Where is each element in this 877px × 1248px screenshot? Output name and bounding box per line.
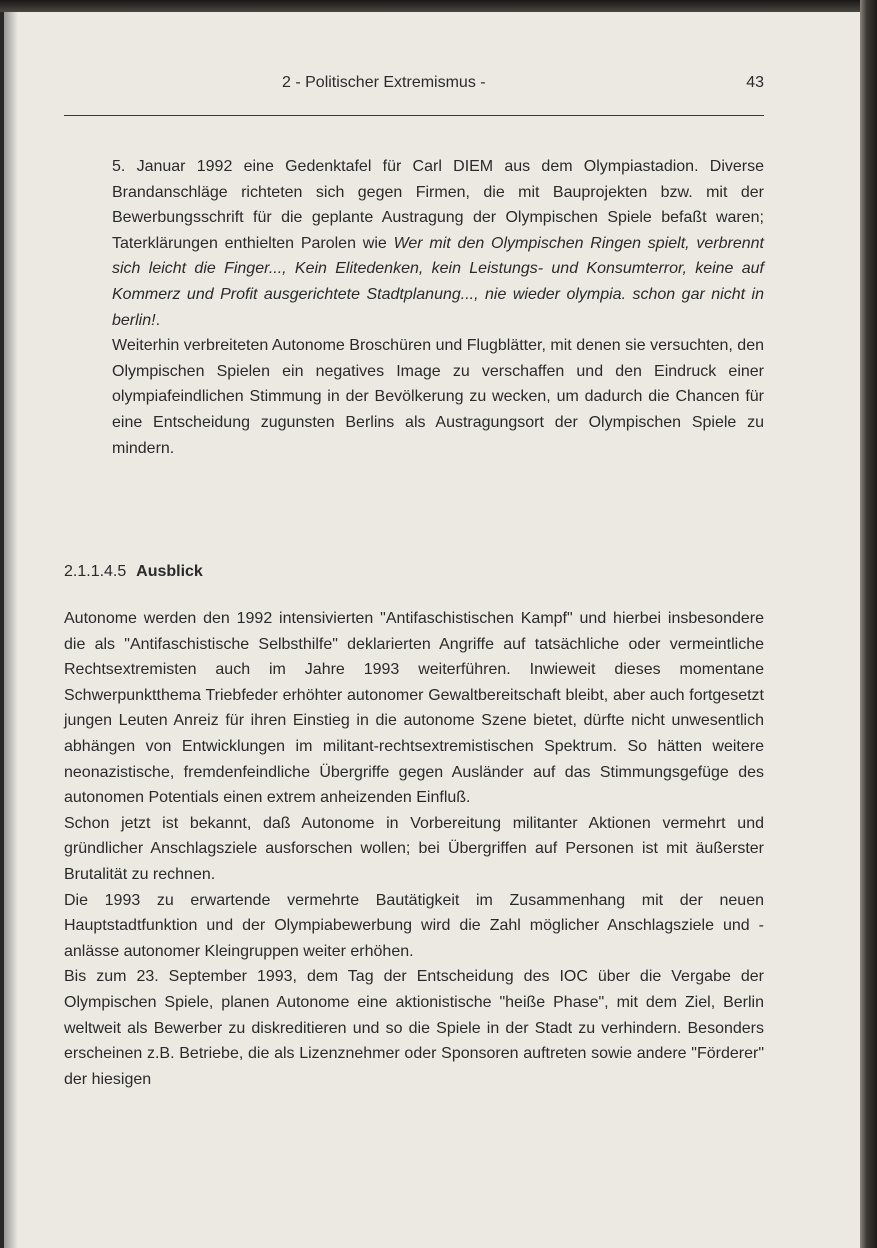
running-header [64,74,764,100]
paragraph: Weiterhin verbreiteten Autonome Broschüren und Flugblätter, mit denen sie versuchten, den Olympischen Spielen ein negatives Image zu verschaffen und den Eindruck einer olympiafeindlichen Stimmung in der Bevölkerung zu wecken, um dadurch die Chancen für eine Entscheidung zugunsten Berlins als Austragungsort der Olympischen Spiele zu mindern. [112,337,764,457]
paragraph: Die 1993 zu erwartende vermehrte Bautätigkeit im Zusammenhang mit der neuen Hauptstadtfunktion und der Olympiabewerbung wird die Zahl möglicher Anschlagsziele und -anlässe autonomer Kleingruppen weiter erhöhen. [64,891,764,960]
page-number: 43 [746,74,764,91]
document-page [4,12,860,1248]
body-text-block [64,606,764,1092]
indented-text-block [112,154,764,461]
section-title: Ausblick [136,563,203,580]
paragraph-text: 5. Januar 1992 eine Gedenktafel für Carl DIEM aus dem Olympiastadion. Diverse Brandanschläge richteten sich gegen Firmen, die mit Bauprojekten bzw. mit der Bewerbungsschrift für die geplante Austragung der Olympischen Spiele befaßt waren; Taterklärungen enthielten Parolen wie [112,158,764,252]
paragraph [112,154,764,333]
section-number: 2.1.1.4.5 [64,563,127,580]
paragraph: Autonome werden den 1992 intensivierten "Antifaschistischen Kampf" und hierbei insbesondere die als "Antifaschistische Selbsthilfe" deklarierten Angriffe auf tatsächliche oder vermeintliche Rechtsextremisten auch im Jahre 1993 weiterführen. Inwieweit dieses momentane Schwerpunktthema Triebfeder erhöhter autonomer Gewaltbereitschaft bleibt, aber auch fortgesetzt jungen Leuten Anreiz für ihren Einstieg in die autonome Szene bietet, dürfte nicht unwesentlich abhängen von Entwicklungen im militant-rechtsextremistischen Spektrum. So hätten weitere neonazistische, fremdenfeindliche Übergriffe gegen Ausländer auf das Stimmungsgefüge des autonomen Potentials einen extrem anheizenden Einfluß. [64,610,764,807]
book-spine-shadow [860,0,877,1248]
chapter-title: 2 - Politischer Extremismus - [282,74,486,91]
paragraph-end: . [155,311,161,329]
section-heading [64,563,203,581]
paragraph: Schon jetzt ist bekannt, daß Autonome in Vorbereitung militanter Aktionen vermehrt und gründlicher Anschlagsziele ausforschen wollen; bei Übergriffen auf Personen ist mit äußerster Brutalität zu rechnen. [64,814,764,883]
scan-top-edge [0,0,877,12]
quoted-slogans: Wer mit den Olympischen Ringen spielt, verbrennt sich leicht die Finger..., Kein Elitedenken, kein Leistungs- und Konsumterror, keine auf Kommerz und Profit ausgerichtete Stadtplanung..., nie wieder olympia. schon gar nicht in berlin! [112,234,764,329]
header-rule [64,115,764,116]
paragraph: Bis zum 23. September 1993, dem Tag der Entscheidung des IOC über die Vergabe der Olympischen Spiele, planen Autonome eine aktionistische "heiße Phase", mit dem Ziel, Berlin weltweit als Bewerber zu diskreditieren und so die Spiele in der Stadt zu verhindern. Besonders erscheinen z.B. Betriebe, die als Lizenznehmer oder Sponsoren auftreten sowie andere "Förderer" der hiesigen [64,968,764,1088]
